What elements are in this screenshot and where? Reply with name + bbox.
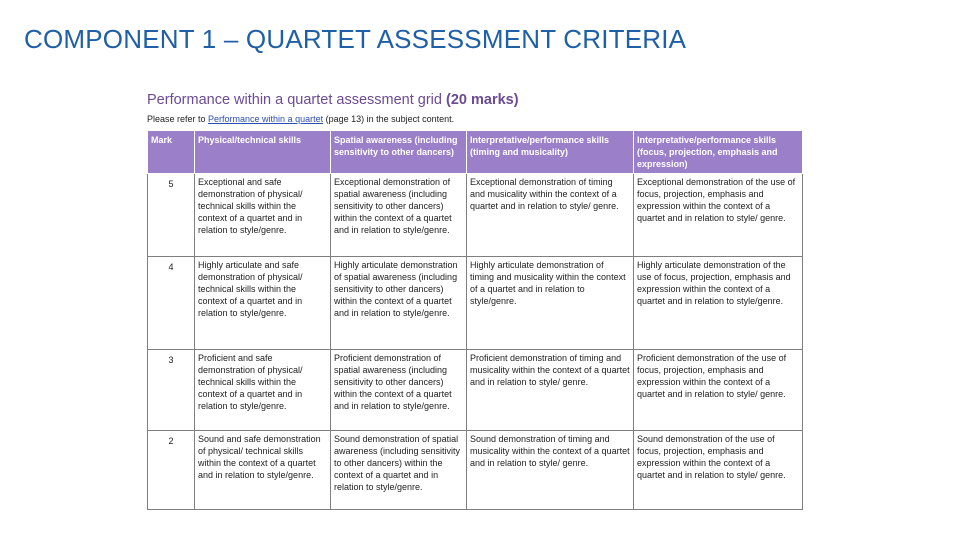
assessment-document	[147, 92, 802, 510]
table-cell: Exceptional demonstration of timing and musicality within the context of a quartet and in relation to style/ genre.	[467, 174, 634, 257]
table-cell: Proficient demonstration of spatial awareness (including sensitivity to other dancers) within the context of a quartet and in relation to style/genre.	[331, 350, 467, 431]
table-row	[148, 350, 803, 431]
refer-link[interactable]: Performance within a quartet	[208, 114, 324, 124]
table-cell: Proficient demonstration of timing and musicality within the context of a quartet and in relation to style/ genre.	[467, 350, 634, 431]
grid-title-text: Performance within a quartet assessment grid	[147, 92, 442, 108]
header-timing-musicality: Interpretative/performance skills (timing and musicality)	[467, 131, 634, 174]
table-row	[148, 257, 803, 350]
table-cell: Highly articulate demonstration of the use of focus, projection, emphasis and expression within the context of a quartet and in relation to style/genre.	[634, 257, 803, 350]
table-cell: Highly articulate demonstration of timing and musicality within the context of a quartet and in relation to style/genre.	[467, 257, 634, 350]
refer-suffix: (page 13) in the subject content.	[323, 114, 455, 124]
mark-cell: 4	[148, 257, 195, 350]
grid-title	[147, 92, 802, 108]
mark-cell: 5	[148, 174, 195, 257]
table-cell: Highly articulate and safe demonstration of physical/ technical skills within the context of a quartet and in relation to style/genre.	[195, 257, 331, 350]
table-cell: Sound and safe demonstration of physical/ technical skills within the context of a quartet and in relation to style/genre.	[195, 431, 331, 510]
table-row	[148, 174, 803, 257]
header-focus-projection: Interpretative/performance skills (focus, projection, emphasis and expression)	[634, 131, 803, 174]
table-cell: Proficient and safe demonstration of physical/ technical skills within the context of a quartet and in relation to style/genre.	[195, 350, 331, 431]
table-cell: Proficient demonstration of the use of focus, projection, emphasis and expression within the context of a quartet and in relation to style/ genre.	[634, 350, 803, 431]
header-spatial-awareness: Spatial awareness (including sensitivity to other dancers)	[331, 131, 467, 174]
table-cell: Exceptional demonstration of spatial awareness (including sensitivity to other dancers) within the context of a quartet and in relation to style/genre.	[331, 174, 467, 257]
grid-marks: (20 marks)	[446, 92, 519, 108]
table-cell: Sound demonstration of the use of focus, projection, emphasis and expression within the context of a quartet and in relation to style/ genre.	[634, 431, 803, 510]
table-row	[148, 431, 803, 510]
slide-title: COMPONENT 1 – QUARTET ASSESSMENT CRITERIA	[24, 24, 687, 54]
table-cell: Highly articulate demonstration of spatial awareness (including sensitivity to other dancers) within the context of a quartet and in relation to style/genre.	[331, 257, 467, 350]
refer-prefix: Please refer to	[147, 114, 209, 124]
mark-cell: 3	[148, 350, 195, 431]
table-cell: Sound demonstration of spatial awareness (including sensitivity to other dancers) within the context of a quartet and in relation to style/genre.	[331, 431, 467, 510]
assessment-grid-table	[147, 130, 803, 510]
table-cell: Exceptional demonstration of the use of focus, projection, emphasis and expression within the context of a quartet and in relation to style/ genre.	[634, 174, 803, 257]
refer-note	[147, 114, 802, 124]
header-mark: Mark	[148, 131, 195, 174]
mark-cell: 2	[148, 431, 195, 510]
table-header-row	[148, 131, 803, 174]
header-physical-technical: Physical/technical skills	[195, 131, 331, 174]
table-cell: Sound demonstration of timing and musicality within the context of a quartet and in relation to style/ genre.	[467, 431, 634, 510]
table-cell: Exceptional and safe demonstration of physical/ technical skills within the context of a quartet and in relation to style/genre.	[195, 174, 331, 257]
